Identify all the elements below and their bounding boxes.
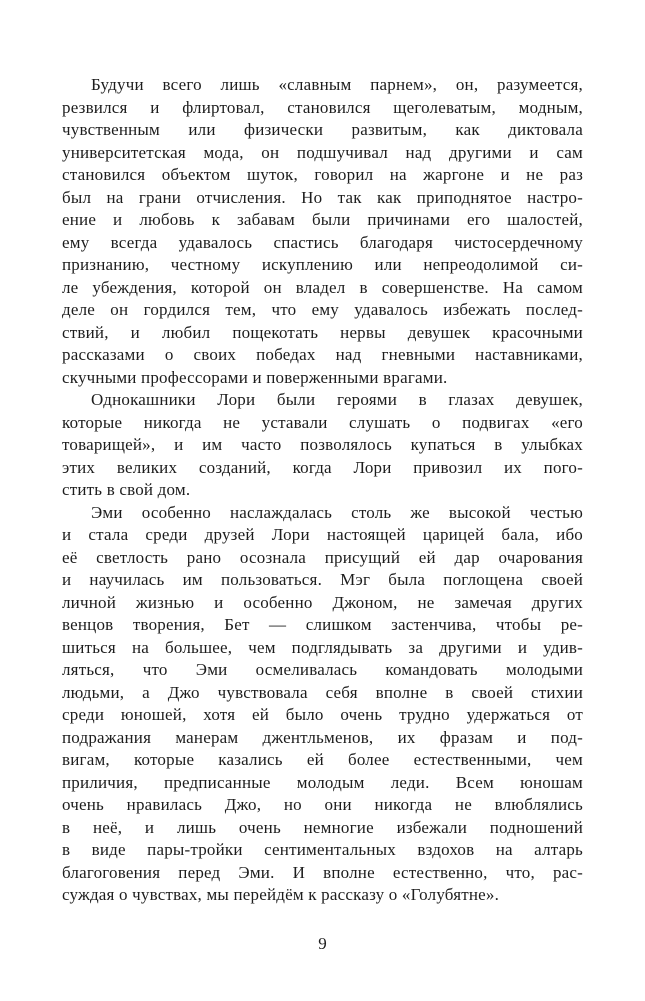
paragraph: [62, 74, 583, 389]
text-line: которые никогда не уставали слушать о подвигах «его: [62, 412, 583, 432]
text-line: был на грани отчисления. Но так как приподнятое настро-: [62, 187, 583, 207]
text-line: подражания манерам джентльменов, их фразам и под-: [62, 727, 583, 747]
text-line: ему всегда удавалось спастись благодаря чистосердечному: [62, 232, 583, 252]
text-line: деле он гордился тем, что ему удавалось избежать послед-: [62, 300, 583, 319]
text-line: в неё, и лишь очень немногие избежали подношений: [62, 817, 583, 837]
text-line: вигам, которые казались ей более естественными, чем: [62, 750, 583, 769]
text-line: ствий, и любил пощекотать нервы девушек красочными: [62, 322, 583, 342]
text-line: и стала среди друзей Лори настоящей царицей бала, ибо: [62, 525, 583, 544]
text-line: благоговения перед Эми. И вполне естественно, что, рас-: [62, 862, 583, 882]
text-line: суждая о чувствах, мы перейдём к рассказу о «Голубятне».: [62, 885, 500, 904]
text-line: признанию, честному искуплению или непреодолимой си-: [62, 255, 583, 274]
text-line: в виде пары-тройки сентиментальных вздохов на алтарь: [62, 840, 583, 859]
text-line: стить в свой дом.: [62, 480, 191, 499]
text-line: людьми, а Джо чувствовала себя вполне в своей стихии: [62, 682, 583, 702]
text-line: личной жизнью и особенно Джоном, не замечая других: [62, 592, 583, 612]
text-block: [62, 74, 583, 907]
text-line: Однокашники Лори были героями в глазах девушек,: [91, 390, 583, 409]
text-line: ляться, что Эми осмеливалась командовать молодыми: [62, 660, 583, 679]
text-line: этих великих созданий, когда Лори привозил их пого-: [62, 457, 583, 477]
text-line: ение и любовь к забавам были причинами его шалостей,: [62, 210, 583, 229]
text-line: и научилась им пользоваться. Мэг была поглощена своей: [62, 570, 583, 589]
text-line: ле убеждения, которой он владел в совершенстве. На самом: [62, 277, 583, 297]
text-line: рассказами о своих победах над гневными наставниками,: [62, 345, 583, 364]
text-line: Будучи всего лишь «славным парнем», он, разумеется,: [91, 75, 583, 94]
text-line: среди юношей, хотя ей было очень трудно удержаться от: [62, 705, 583, 724]
text-line: её светлость рано осознала присущий ей дар очарования: [62, 547, 583, 567]
paragraph: [62, 389, 583, 502]
text-line: скучными профессорами и поверженными врагами.: [62, 367, 448, 387]
page-number: 9: [318, 934, 327, 953]
text-line: приличия, предписанные молодым леди. Всем юношам: [62, 772, 583, 792]
text-line: становился объектом шуток, говорил на жаргоне и не раз: [62, 165, 583, 184]
text-line: университетская мода, он подшучивал над другими и сам: [62, 142, 583, 162]
text-line: шиться на большее, чем подглядывать за другими и удив-: [62, 637, 583, 657]
paragraph: [62, 502, 583, 907]
text-line: очень нравилась Джо, но они никогда не влюблялись: [62, 795, 583, 814]
text-line: чувственным или физически развитым, как диктовала: [62, 120, 583, 139]
text-line: резвился и флиртовал, становился щеголеватым, модным,: [62, 97, 583, 117]
text-line: товарищей», и им часто позволялось купаться в улыбках: [62, 435, 583, 454]
text-line: венцов творения, Бет — слишком застенчива, чтобы ре-: [62, 615, 583, 634]
text-line: Эми особенно наслаждалась столь же высокой честью: [91, 502, 583, 522]
